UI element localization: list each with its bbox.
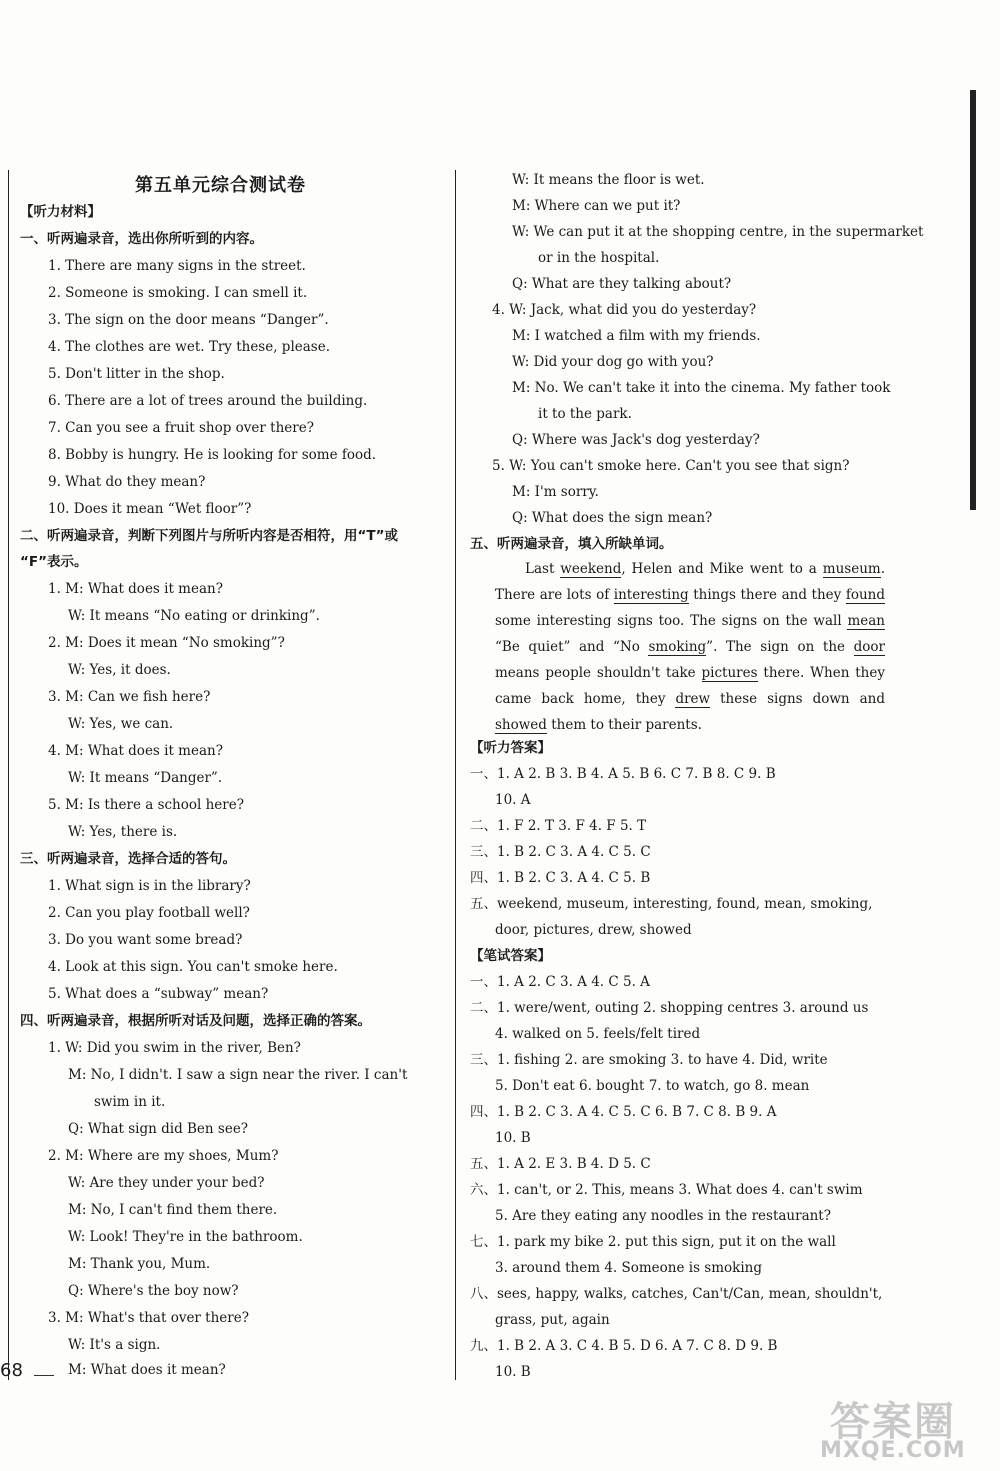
s4-line: or in the hospital. — [538, 250, 660, 266]
section-2-heading-cont: “F”表示。 — [20, 554, 88, 570]
answer-line: 四、1. B 2. C 3. A 4. C 5. B — [470, 870, 651, 886]
s4-line: M: No, I didn't. I saw a sign near the river. I can't — [68, 1067, 408, 1083]
cloze-answer: drew — [675, 691, 711, 707]
s4-line: swim in it. — [94, 1094, 166, 1110]
s4-line: 1. W: Did you swim in the river, Ben? — [48, 1040, 301, 1056]
answer-line: 一、1. A 2. C 3. A 4. C 5. A — [470, 974, 650, 990]
answer-line: 10. B — [495, 1364, 531, 1380]
s3-item: 4. Look at this sign. You can't smoke here. — [48, 959, 338, 975]
s4-line: M: No, I can't find them there. — [68, 1202, 278, 1218]
s2-line: W: Yes, there is. — [68, 824, 178, 840]
answer-line: 三、1. fishing 2. are smoking 3. to have 4. Did, write — [470, 1052, 828, 1068]
left-margin-rule — [8, 170, 9, 1380]
answer-line: 三、1. B 2. C 3. A 4. C 5. C — [470, 844, 651, 860]
s2-line: 1. M: What does it mean? — [48, 581, 223, 597]
cloze-answer: weekend — [560, 561, 622, 577]
s4-line: 2. M: Where are my shoes, Mum? — [48, 1148, 279, 1164]
cloze-answer: found — [845, 587, 885, 603]
s1-item: 10. Does it mean “Wet floor”? — [48, 501, 252, 517]
s1-item: 7. Can you see a fruit shop over there? — [48, 420, 314, 436]
answer-line: grass, put, again — [495, 1312, 610, 1328]
answer-line: 10. A — [495, 792, 531, 808]
s1-item: 1. There are many signs in the street. — [48, 258, 306, 274]
s1-item: 3. The sign on the door means “Danger”. — [48, 312, 329, 328]
s3-item: 2. Can you play football well? — [48, 905, 250, 921]
section-4-heading: 四、听两遍录音，根据所听对话及问题，选择正确的答案。 — [20, 1013, 371, 1029]
answer-line: 九、1. B 2. A 3. C 4. B 5. D 6. A 7. C 8. D 9. B — [470, 1338, 778, 1354]
s3-item: 5. What does a “subway” mean? — [48, 986, 269, 1002]
answer-line: 3. around them 4. Someone is smoking — [495, 1260, 762, 1276]
cloze-answer: interesting — [613, 587, 689, 603]
s2-line: 2. M: Does it mean “No smoking”? — [48, 635, 285, 651]
watermark — [820, 1390, 990, 1470]
cloze-answer: pictures — [701, 665, 758, 681]
answer-line: 10. B — [495, 1130, 531, 1146]
watermark-url: MXQE.COM — [820, 1438, 966, 1463]
s2-line: W: Yes, it does. — [68, 662, 171, 678]
section-5-heading: 五、听两遍录音，填入所缺单词。 — [470, 536, 673, 552]
answer-line: 二、1. were/went, outing 2. shopping centres 3. around us — [470, 1000, 869, 1016]
page-number: 68 — [0, 1360, 23, 1381]
s4-line: 4. W: Jack, what did you do yesterday? — [492, 302, 757, 318]
cloze-answer: showed — [495, 717, 547, 733]
page-edge-binding — [970, 90, 976, 510]
s3-item: 1. What sign is in the library? — [48, 878, 251, 894]
s2-line: W: It means “Danger”. — [68, 770, 223, 786]
s4-line: M: Thank you, Mum. — [68, 1256, 211, 1272]
answer-line: 七、1. park my bike 2. put this sign, put it on the wall — [470, 1234, 836, 1250]
s1-item: 9. What do they mean? — [48, 474, 206, 490]
s4-line: W: Are they under your bed? — [68, 1175, 265, 1191]
s4-line: M: I watched a film with my friends. — [512, 328, 761, 344]
s2-line: W: Yes, we can. — [68, 716, 174, 732]
answer-line: 5. Are they eating any noodles in the restaurant? — [495, 1208, 831, 1224]
answer-line: 二、1. F 2. T 3. F 4. F 5. T — [470, 818, 647, 834]
cloze-answer: museum — [822, 561, 881, 577]
answer-line: 4. walked on 5. feels/felt tired — [495, 1026, 701, 1042]
cloze-answer: smoking — [648, 639, 707, 655]
answer-line: 五、weekend, museum, interesting, found, mean, smoking, — [470, 896, 873, 912]
s2-line: 5. M: Is there a school here? — [48, 797, 244, 813]
s4-line: Q: Where's the boy now? — [68, 1283, 239, 1299]
s4-line: W: Look! They're in the bathroom. — [68, 1229, 303, 1245]
s1-item: 6. There are a lot of trees around the building. — [48, 393, 368, 409]
s4-line: M: I'm sorry. — [512, 484, 599, 500]
s4-line: M: No. We can't take it into the cinema. My father took — [512, 380, 891, 396]
listening-answers-header: 【听力答案】 — [470, 740, 551, 756]
s1-item: 5. Don't litter in the shop. — [48, 366, 225, 382]
page-title: 第五单元综合测试卷 — [135, 175, 306, 196]
s2-line: 4. M: What does it mean? — [48, 743, 223, 759]
s4-line: W: We can put it at the shopping centre, in the supermarket — [512, 224, 924, 240]
s4-line: W: It means the floor is wet. — [512, 172, 705, 188]
listening-material-header: 【听力材料】 — [20, 204, 101, 220]
s4-line: Q: Where was Jack's dog yesterday? — [512, 432, 760, 448]
s4-line: 3. M: What's that over there? — [48, 1310, 249, 1326]
s4-line: M: What does it mean? — [68, 1362, 226, 1378]
s4-line: it to the park. — [538, 406, 632, 422]
watermark-logo-text: 答案圈 — [830, 1399, 956, 1445]
section-2-heading: 二、听两遍录音，判断下列图片与所听内容是否相符，用“T”或 — [20, 528, 398, 544]
s1-item: 2. Someone is smoking. I can smell it. — [48, 285, 308, 301]
column-divider — [455, 170, 456, 1380]
s4-line: 5. W: You can't smoke here. Can't you see that sign? — [492, 458, 850, 474]
answer-line: 六、1. can't, or 2. This, means 3. What does 4. can't swim — [470, 1182, 863, 1198]
s3-item: 3. Do you want some bread? — [48, 932, 243, 948]
section-1-heading: 一、听两遍录音，选出你所听到的内容。 — [20, 231, 263, 247]
cloze-passage: Last weekend, Helen and Mike went to a museum. There are lots of interesting things there and they found some interesting signs too. The signs on the wall mean “Be quiet” and “No smoking”. The sign on the door means people shouldn't take pictures there. When they came back home, they drew these signs down and showed them to their parents. — [495, 561, 886, 733]
section-3-heading: 三、听两遍录音，选择合适的答句。 — [20, 851, 236, 867]
s4-line: Q: What sign did Ben see? — [68, 1121, 249, 1137]
s4-line: Q: What does the sign mean? — [512, 510, 713, 526]
s4-line: Q: What are they talking about? — [512, 276, 732, 292]
written-answers-header: 【笔试答案】 — [470, 948, 551, 964]
answer-line: 一、1. A 2. B 3. B 4. A 5. B 6. C 7. B 8. C 9. B — [470, 766, 776, 782]
s2-line: 3. M: Can we fish here? — [48, 689, 211, 705]
answer-line: 四、1. B 2. C 3. A 4. C 5. C 6. B 7. C 8. B 9. A — [470, 1104, 777, 1120]
s4-line: W: Did your dog go with you? — [512, 354, 714, 370]
s2-line: W: It means “No eating or drinking”. — [68, 608, 320, 624]
s4-line: M: Where can we put it? — [512, 198, 681, 214]
answer-line: 5. Don't eat 6. bought 7. to watch, go 8. mean — [495, 1078, 810, 1094]
s1-item: 4. The clothes are wet. Try these, please. — [48, 339, 331, 355]
cloze-answer: door — [853, 639, 885, 655]
answer-line: 五、1. A 2. E 3. B 4. D 5. C — [470, 1156, 651, 1172]
s1-item: 8. Bobby is hungry. He is looking for some food. — [48, 447, 377, 463]
answer-line: door, pictures, drew, showed — [495, 922, 692, 938]
s4-line: W: It's a sign. — [68, 1337, 161, 1353]
answer-line: 八、sees, happy, walks, catches, Can't/Can, mean, shouldn't, — [470, 1286, 883, 1302]
cloze-answer: mean — [847, 613, 885, 629]
page-number-dash — [34, 1375, 54, 1376]
